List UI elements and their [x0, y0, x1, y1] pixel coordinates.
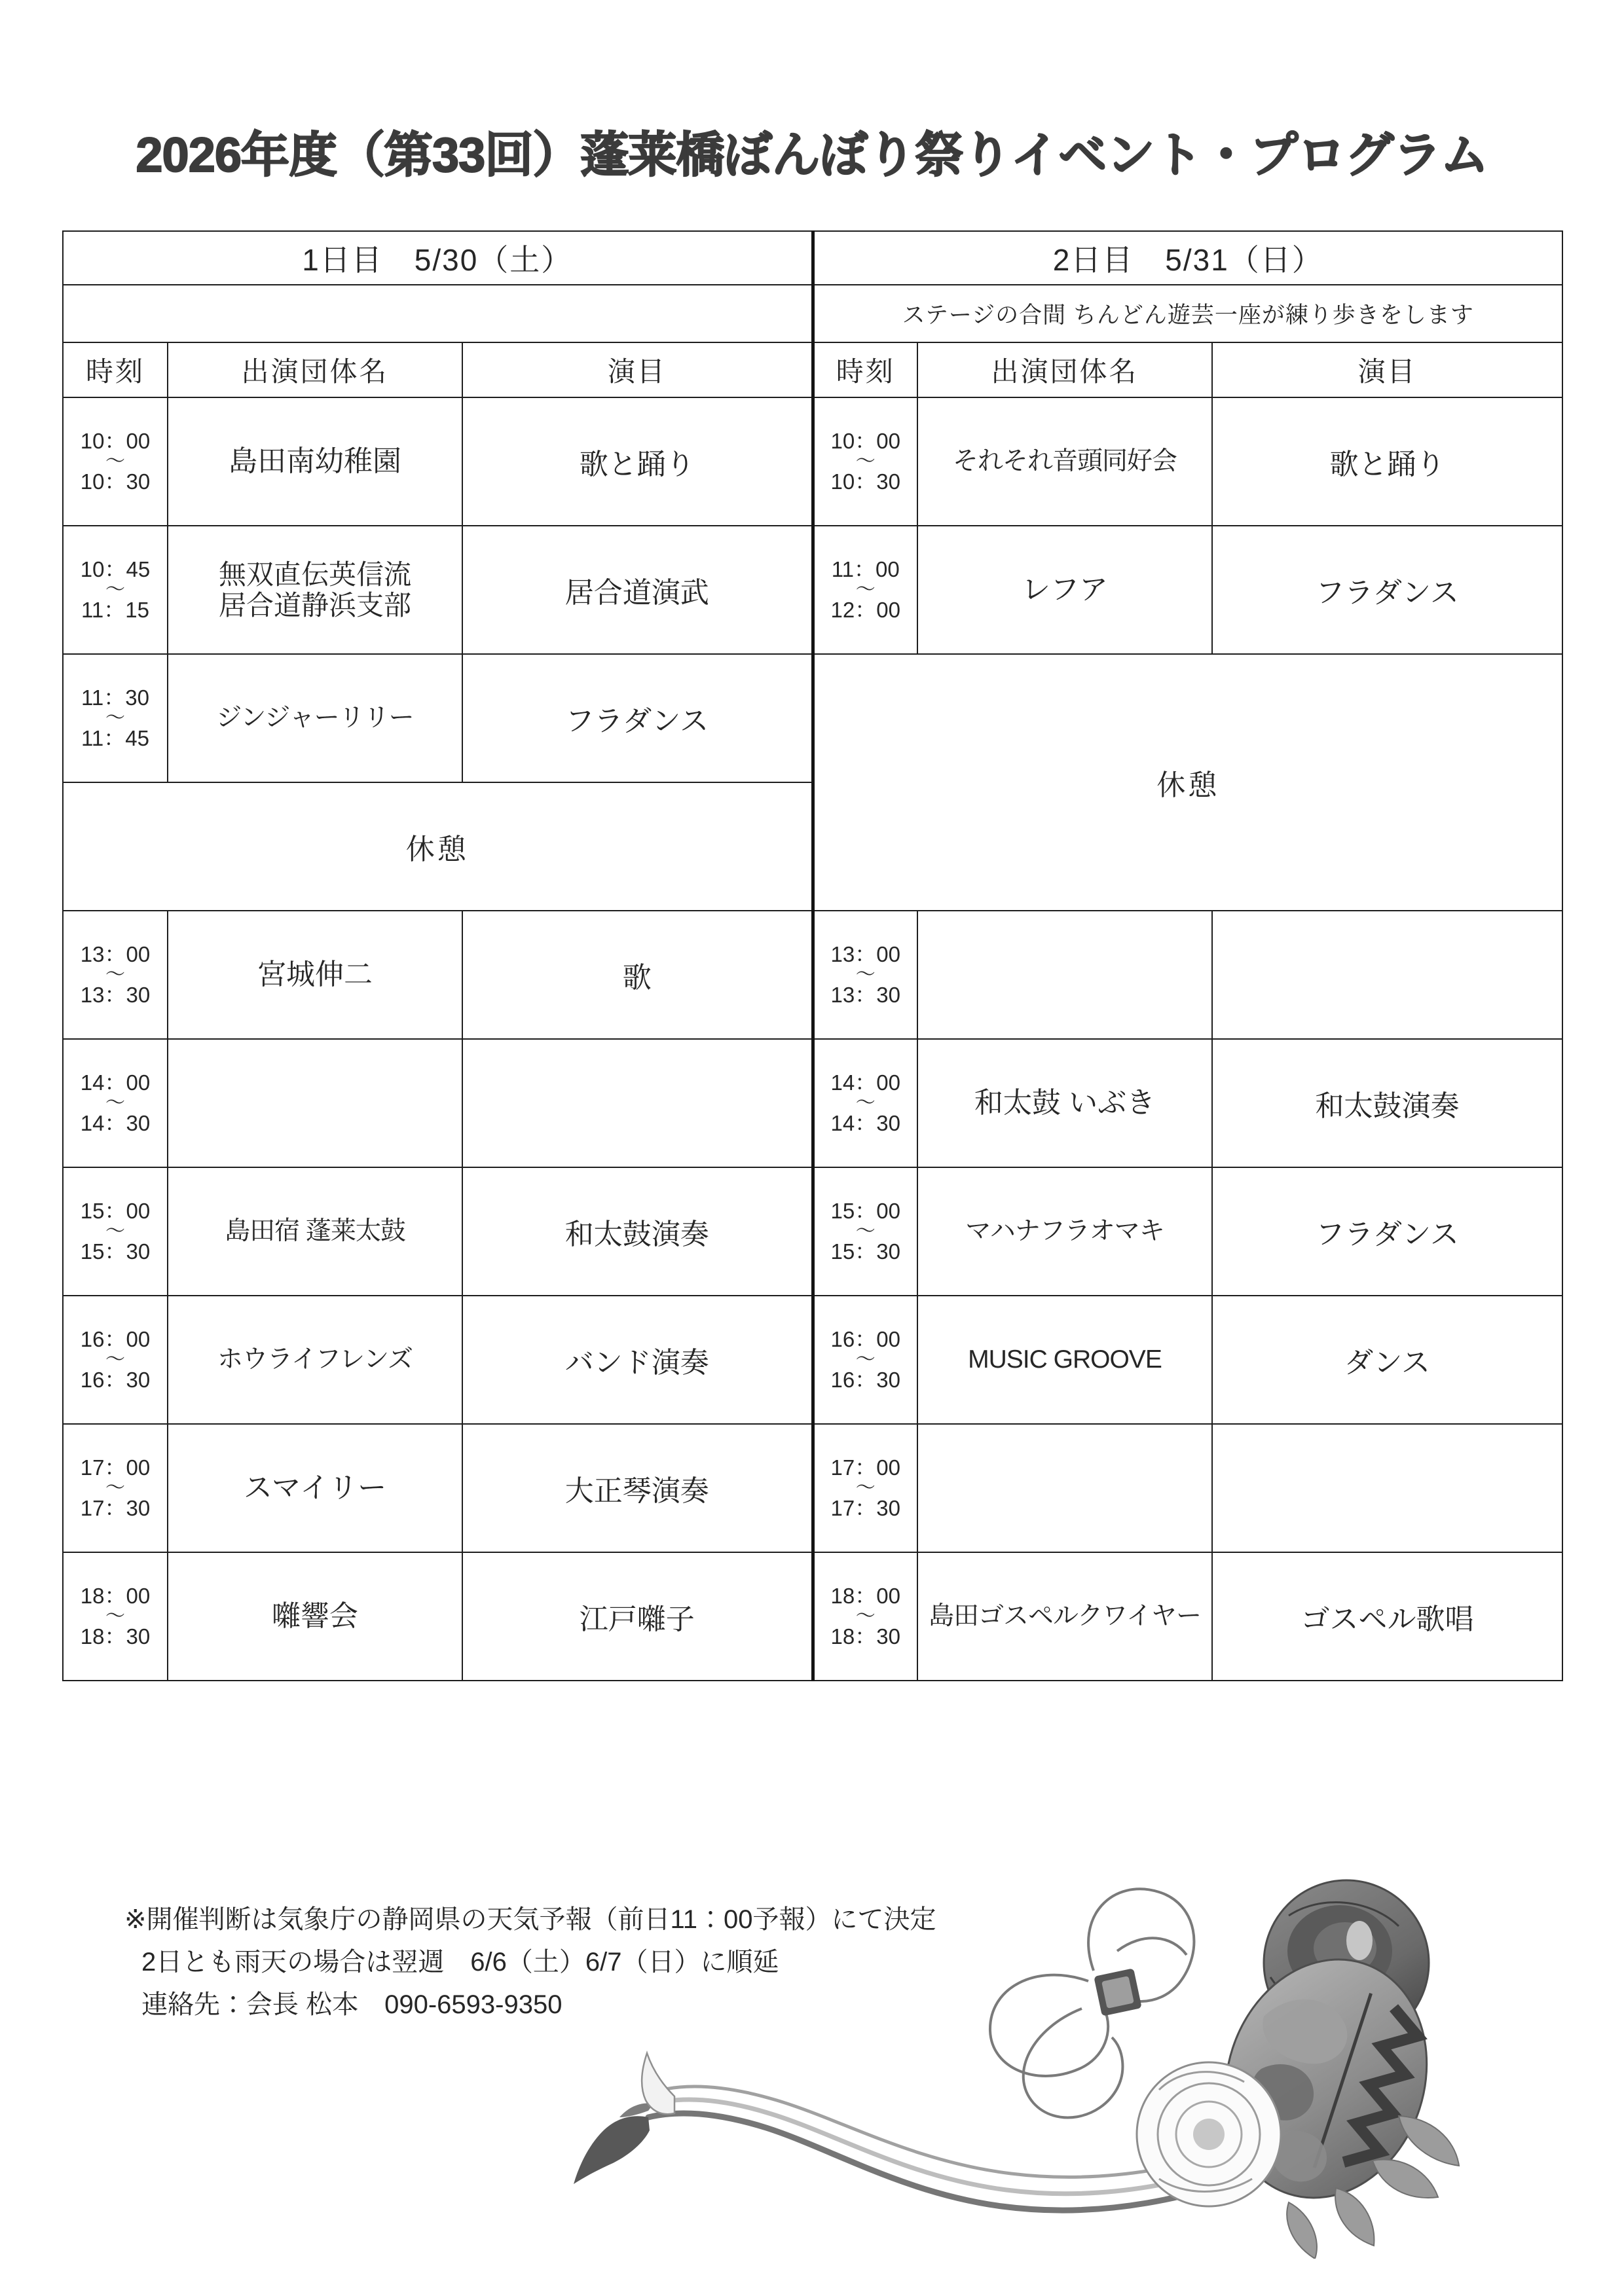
- day1-col-program: 演目: [462, 342, 813, 397]
- day2-group-5: マハナフラオマキ: [917, 1167, 1212, 1296]
- day2-time-2: 11：00 〜 12：00: [813, 526, 917, 654]
- day1-time-9: 18：00 〜 18：30: [63, 1552, 168, 1681]
- day2-col-time: 時刻: [813, 342, 917, 397]
- day2-note: ステージの合間 ちんどん遊芸一座が練り歩きをします: [813, 285, 1562, 342]
- day1-group-6: 島田宿 蓬莱太鼓: [168, 1167, 462, 1296]
- day1-program-5: [462, 1039, 813, 1167]
- day2-col-group: 出演団体名: [917, 342, 1212, 397]
- day2-group-1: それそれ音頭同好会: [917, 397, 1212, 526]
- table-row: [63, 1167, 1562, 1296]
- day2-time-3: 13：00 〜 13：30: [813, 911, 917, 1039]
- day1-group-2-line2: 居合道静浜支部: [218, 590, 411, 621]
- day1-program-3: フラダンス: [462, 654, 813, 782]
- day2-group-7: [917, 1424, 1212, 1552]
- day1-time-4: 13：00 〜 13：30: [63, 911, 168, 1039]
- day1-col-time: 時刻: [63, 342, 168, 397]
- day2-col-program: 演目: [1212, 342, 1562, 397]
- table-row: [63, 654, 1562, 782]
- day1-group-7: ホウライフレンズ: [168, 1296, 462, 1424]
- day1-time-3: 11：30 〜 11：45: [63, 654, 168, 782]
- day2-program-4: 和太鼓演奏: [1212, 1039, 1562, 1167]
- day1-time-7: 16：00 〜 16：30: [63, 1296, 168, 1424]
- day1-program-9: 江戸囃子: [462, 1552, 813, 1681]
- day2-group-6: MUSIC GROOVE: [917, 1296, 1212, 1424]
- day1-program-1: 歌と踊り: [462, 397, 813, 526]
- day1-group-2-line1: 無双直伝英信流: [218, 558, 411, 590]
- program-schedule-table: [62, 230, 1563, 1681]
- day2-group-4: 和太鼓 いぶき: [917, 1039, 1212, 1167]
- table-row: [63, 911, 1562, 1039]
- day1-group-2: [168, 526, 462, 654]
- table-row: [63, 1039, 1562, 1167]
- day2-header: 2日目 5/31（日）: [813, 231, 1562, 285]
- day1-note: [63, 285, 813, 342]
- day2-time-5: 15：00 〜 15：30: [813, 1167, 917, 1296]
- day1-break-cell: 休憩: [63, 782, 813, 911]
- table-row-column-headers: [63, 342, 1562, 397]
- day1-time-8: 17：00 〜 17：30: [63, 1424, 168, 1552]
- table-row-notes: [63, 285, 1562, 342]
- page-title: 2026年度（第33回）蓬莱橋ぼんぼり祭りイベント・プログラム: [136, 128, 1488, 182]
- footer-note-contact: 連絡先：会長 松本 090-6593-9350: [141, 1990, 563, 2019]
- day1-time-2: 10：45 〜 11：15: [63, 526, 168, 654]
- table-row: [63, 526, 1562, 654]
- day2-break-cell: 休憩: [813, 654, 1562, 911]
- table-row: [63, 1296, 1562, 1424]
- day2-group-3: [917, 911, 1212, 1039]
- day1-group-1: 島田南幼稚園: [168, 397, 462, 526]
- day2-program-1: 歌と踊り: [1212, 397, 1562, 526]
- day1-time-6: 15：00 〜 15：30: [63, 1167, 168, 1296]
- day2-time-4: 14：00 〜 14：30: [813, 1039, 917, 1167]
- day2-program-5: フラダンス: [1212, 1167, 1562, 1296]
- day1-program-6: 和太鼓演奏: [462, 1167, 813, 1296]
- day1-group-4: 宮城伸二: [168, 911, 462, 1039]
- table-row: [63, 397, 1562, 526]
- footer-notes: [124, 1899, 936, 2026]
- day1-group-9: 囃響会: [168, 1552, 462, 1681]
- day1-program-7: バンド演奏: [462, 1296, 813, 1424]
- day2-program-2: フラダンス: [1212, 526, 1562, 654]
- day1-time-1: 10：00 〜 10：30: [63, 397, 168, 526]
- day1-group-5: [168, 1039, 462, 1167]
- day2-group-8: 島田ゴスペルクワイヤー: [917, 1552, 1212, 1681]
- day1-time-5: 14：00 〜 14：30: [63, 1039, 168, 1167]
- table-row: [63, 1424, 1562, 1552]
- footer-note-postpone: 2日とも雨天の場合は翌週 6/6（土）6/7（日）に順延: [141, 1947, 779, 1977]
- day2-program-7: [1212, 1424, 1562, 1552]
- day1-program-4: 歌: [462, 911, 813, 1039]
- table-row-day-headers: [63, 231, 1562, 285]
- day2-time-7: 17：00 〜 17：30: [813, 1424, 917, 1552]
- day1-program-8: 大正琴演奏: [462, 1424, 813, 1552]
- day2-time-8: 18：00 〜 18：30: [813, 1552, 917, 1681]
- day1-header: 1日目 5/30（土）: [63, 231, 813, 285]
- day2-program-8: ゴスペル歌唱: [1212, 1552, 1562, 1681]
- day1-group-8: スマイリー: [168, 1424, 462, 1552]
- day2-time-1: 10：00 〜 10：30: [813, 397, 917, 526]
- footer-note-weather: ※開催判断は気象庁の静岡県の天気予報（前日11：00予報）にて決定: [124, 1905, 936, 1934]
- day2-time-6: 16：00 〜 16：30: [813, 1296, 917, 1424]
- table-row: [63, 1552, 1562, 1681]
- day1-col-group: 出演団体名: [168, 342, 462, 397]
- day1-group-3: ジンジャーリリー: [168, 654, 462, 782]
- day2-program-3: [1212, 911, 1562, 1039]
- day1-program-2: 居合道演武: [462, 526, 813, 654]
- day2-program-6: ダンス: [1212, 1296, 1562, 1424]
- day2-group-2: レフア: [917, 526, 1212, 654]
